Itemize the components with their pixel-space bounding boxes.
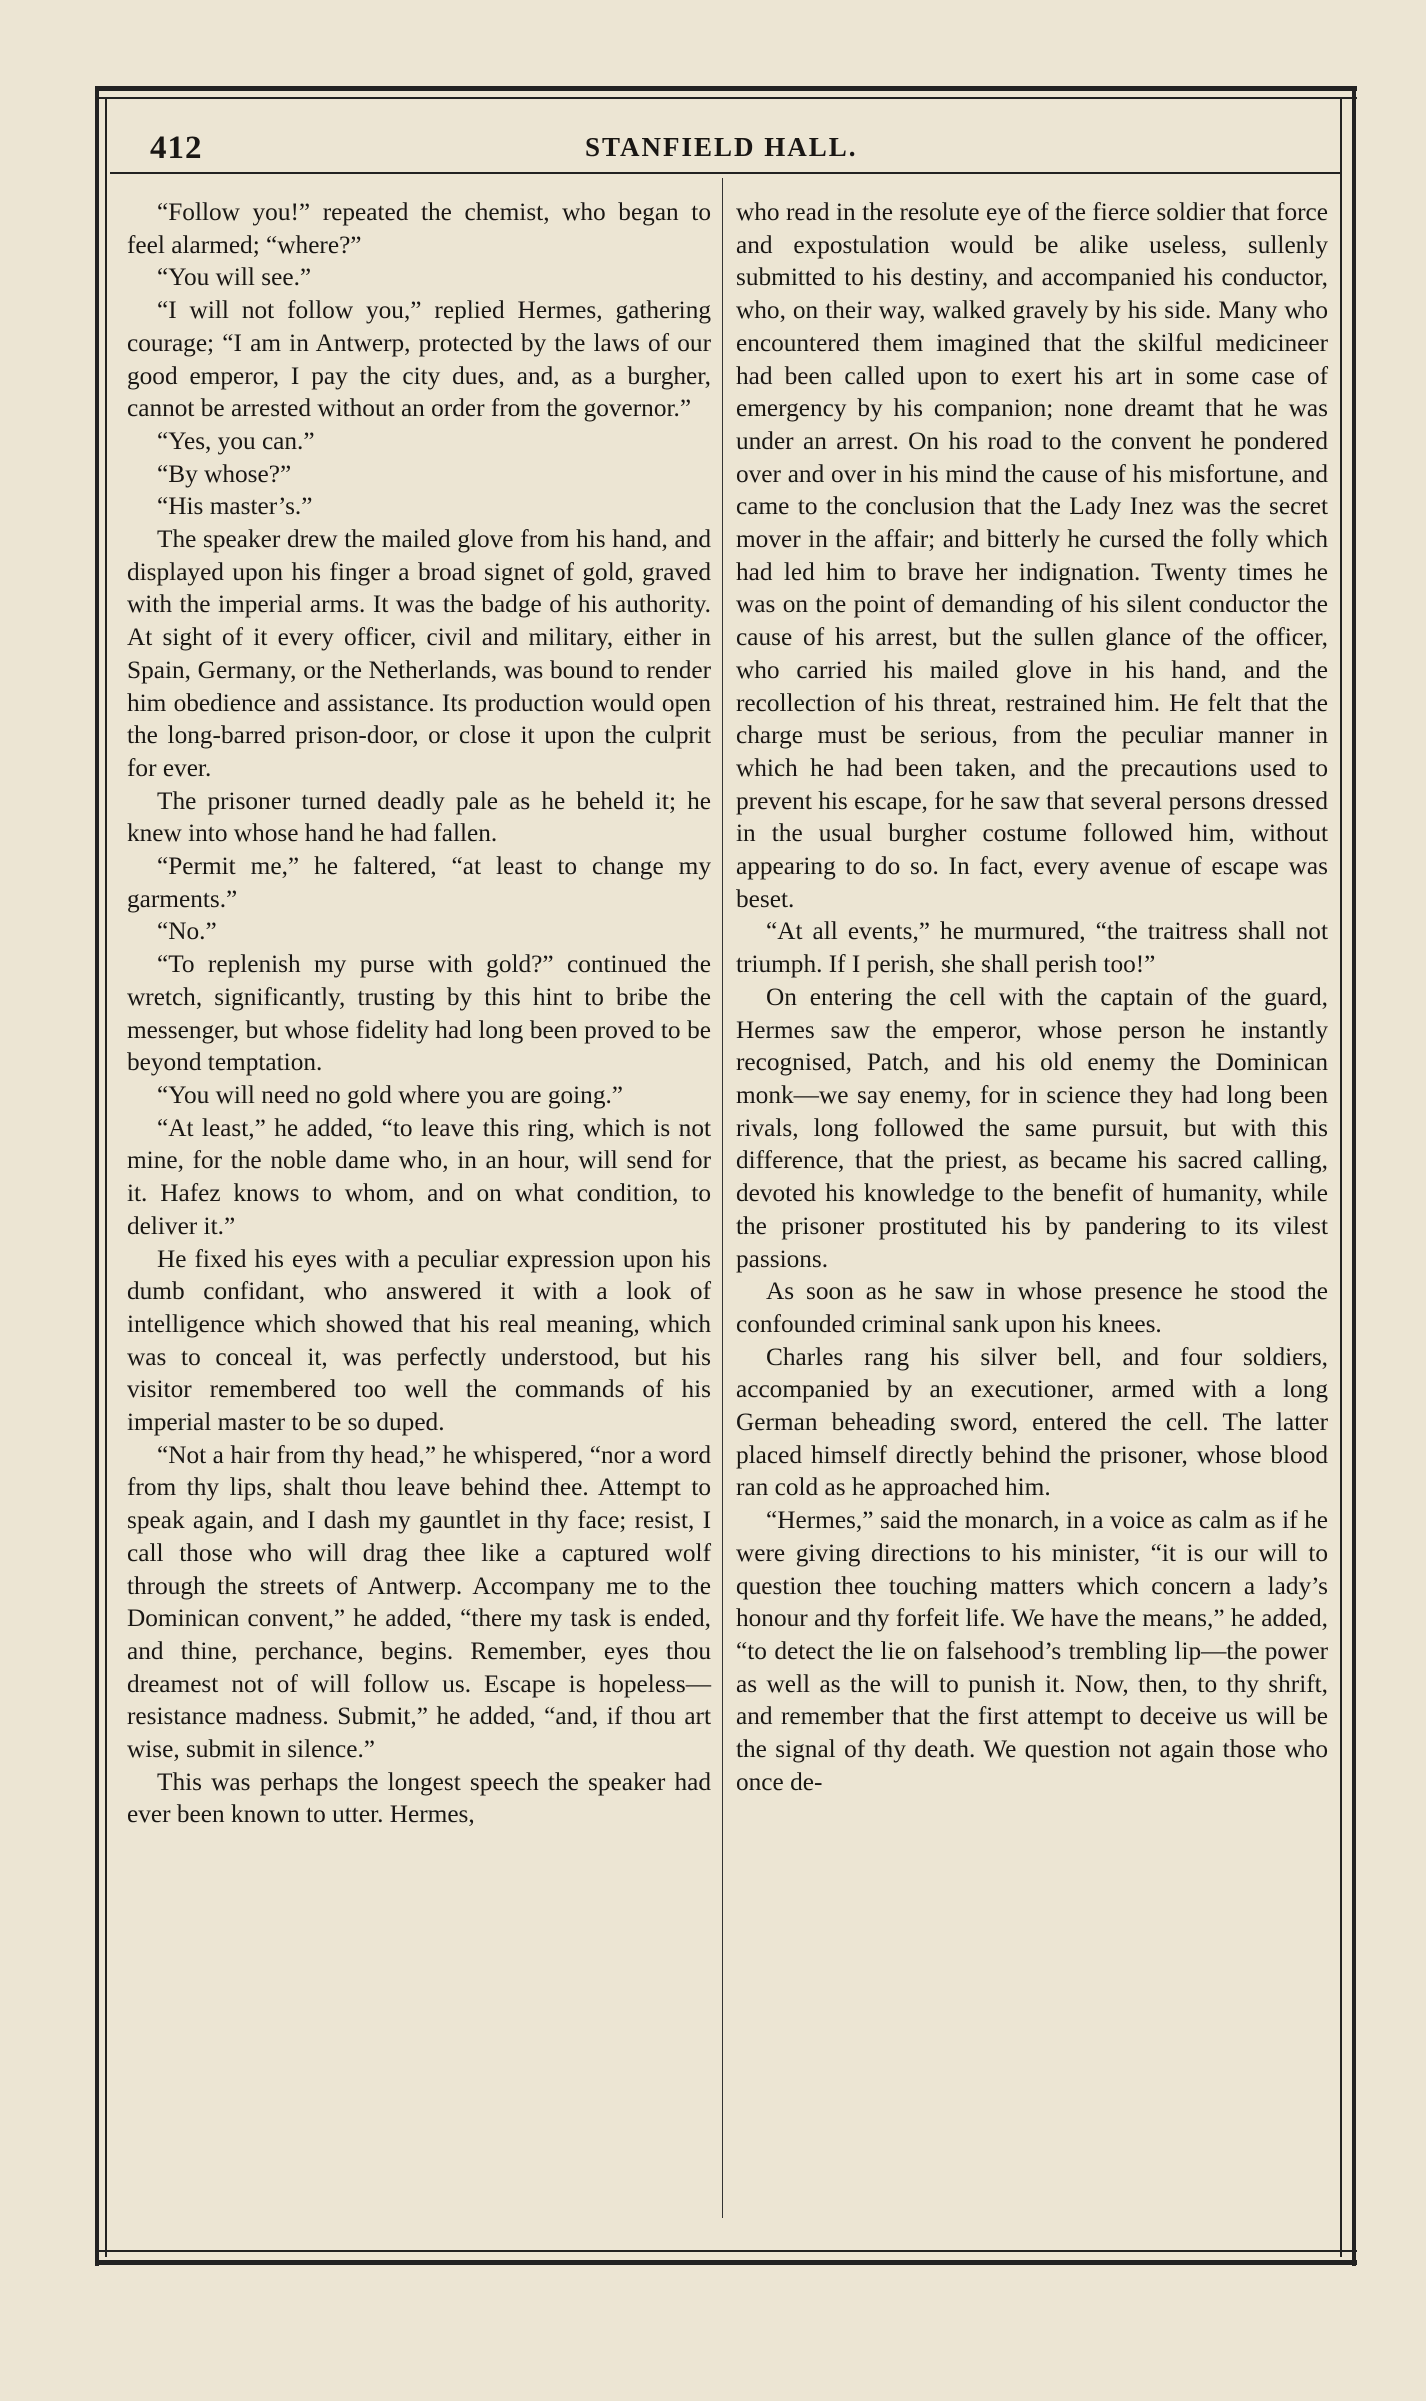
paragraph: who read in the resolute eye of the fierce soldier that force and expostulation would be alike useless, sullenly submitted to his destiny, and accompanied his conductor, who, on their way, walked gravely by his side. Many who encountered them imagined that the skilful medicineer had been called upon to exert his art in some case of emergency by his companion; none dreamt that he was under an arrest. On his road to the convent he pondered over and over in his mind the cause of his misfortune, and came to the conclusion that the Lady Inez was the secret mover in the affair; and bitterly he cursed the folly which had led him to brave her indignation. Twenty times he was on the point of demanding of his silent conductor the cause of his arrest, but the sullen glance of the officer, who carried his mailed glove in his hand, and the recollection of his threat, restrained him. He felt that the charge must be serious, from the peculiar manner in which he had been taken, and the precautions used to prevent his escape, for he saw that several persons dressed in the usual burgher costume followed him, without appearing to do so. In fact, every avenue of escape was beset. <box>736 198 1328 913</box>
paragraph: “You will see.” <box>157 263 312 292</box>
paragraph: He fixed his eyes with a peculiar expression upon his dumb confidant, who answered it with a look of intelligence which showed that his real meaning, which was to conceal it, was perfectly understood, but his visitor remembered too well the commands of his imperial master to be so duped. <box>127 1244 711 1437</box>
left-text-column <box>127 196 711 1831</box>
top-rule-outer <box>95 86 1357 91</box>
paragraph: “At least,” he added, “to leave this ring, which is not mine, for the noble dame who, in an hour, will send for it. Hafez knows to whom, and on what condition, to deliver it.” <box>127 1113 711 1240</box>
paragraph: The speaker drew the mailed glove from his hand, and displayed upon his finger a broad signet of gold, graved with the imperial arms. It was the badge of his authority. At sight of it every officer, civil and military, either in Spain, Germany, or the Netherlands, was bound to render him obedience and assistance. Its production would open the long-barred prison-door, or close it upon the culprit for ever. <box>127 525 711 782</box>
paragraph: “Not a hair from thy head,” he whispered, “nor a word from thy lips, shalt thou leave behind thee. Attempt to speak again, and I dash my gauntlet in thy face; resist, I call those who will drag thee like a captured wolf through the streets of Antwerp. Accompany me to the Dominican convent,” he added, “there my task is ended, and thine, perchance, begins. Remember, eyes thou dreamest not of will follow us. Escape is hopeless—resistance madness. Submit,” he added, “and, if thou art wise, submit in silence.” <box>127 1440 711 1764</box>
right-border-outer <box>1352 86 1356 2266</box>
paragraph: “To replenish my purse with gold?” continued the wretch, significantly, trusting by this hint to bribe the messenger, but whose fidelity had long been proved to be beyond temptation. <box>127 950 711 1077</box>
paragraph: On entering the cell with the captain of the guard, Hermes saw the emperor, whose person he instantly recognised, Patch, and his old enemy the Dominican monk—we say enemy, for in science they had long been rivals, long followed the same pursuit, but with this difference, that the priest, as became his sacred calling, devoted his knowledge to the benefit of humanity, while the prisoner prostituted his by pandering to its vilest passions. <box>736 982 1328 1273</box>
page-number: 412 <box>150 130 203 166</box>
paragraph: Charles rang his silver bell, and four soldiers, accompanied by an executioner, armed with a long German beheading sword, entered the cell. The latter placed himself directly behind the prisoner, whose blood ran cold as he approached him. <box>736 1342 1328 1502</box>
right-border-inner <box>1340 97 1342 2257</box>
paragraph: The prisoner turned deadly pale as he beheld it; he knew into whose hand he had fallen. <box>127 786 711 848</box>
top-rule-inner <box>95 97 1357 99</box>
right-text-column <box>736 196 1328 1798</box>
paragraph: “At all events,” he murmured, “the traitress shall not triumph. If I perish, she shall perish too!” <box>736 917 1328 979</box>
paragraph: “Hermes,” said the monarch, in a voice as calm as if he were giving directions to his minister, “it is our will to question thee touching matters which concern a lady’s honour and thy forfeit life. We have the means,” he added, “to detect the lie on falsehood’s trembling lip—the power as well as the will to punish it. Now, then, to thy shrift, and remember that the first attempt to deceive us will be the signal of thy death. We question not again those who once de- <box>736 1506 1328 1796</box>
running-title: STANFIELD HALL. <box>585 132 858 162</box>
paragraph: “No.” <box>157 917 217 946</box>
paragraph: This was perhaps the longest speech the speaker had ever been known to utter. Hermes, <box>127 1767 711 1829</box>
paragraph: “I will not follow you,” replied Hermes, gathering courage; “I am in Antwerp, protected by the laws of our good emperor, I pay the city dues, and, as a burgher, cannot be arrested without an order from the governor.” <box>127 296 711 423</box>
header-underline <box>110 172 1340 174</box>
bottom-rule-outer <box>95 2260 1357 2265</box>
paragraph: “You will need no gold where you are going.” <box>157 1080 624 1109</box>
column-divider <box>722 178 723 2218</box>
bottom-rule-inner <box>95 2250 1357 2252</box>
paragraph: “His master’s.” <box>157 492 313 521</box>
left-border-outer <box>95 86 99 2266</box>
paragraph: “By whose?” <box>157 459 292 488</box>
paragraph: “Yes, you can.” <box>157 426 315 455</box>
paragraph: “Permit me,” he faltered, “at least to change my garments.” <box>127 852 711 913</box>
paragraph: “Follow you!” repeated the chemist, who began to feel alarmed; “where?” <box>127 198 711 259</box>
paragraph: As soon as he saw in whose presence he stood the confounded criminal sank upon his knees. <box>736 1277 1328 1338</box>
left-border-inner <box>105 97 107 2257</box>
